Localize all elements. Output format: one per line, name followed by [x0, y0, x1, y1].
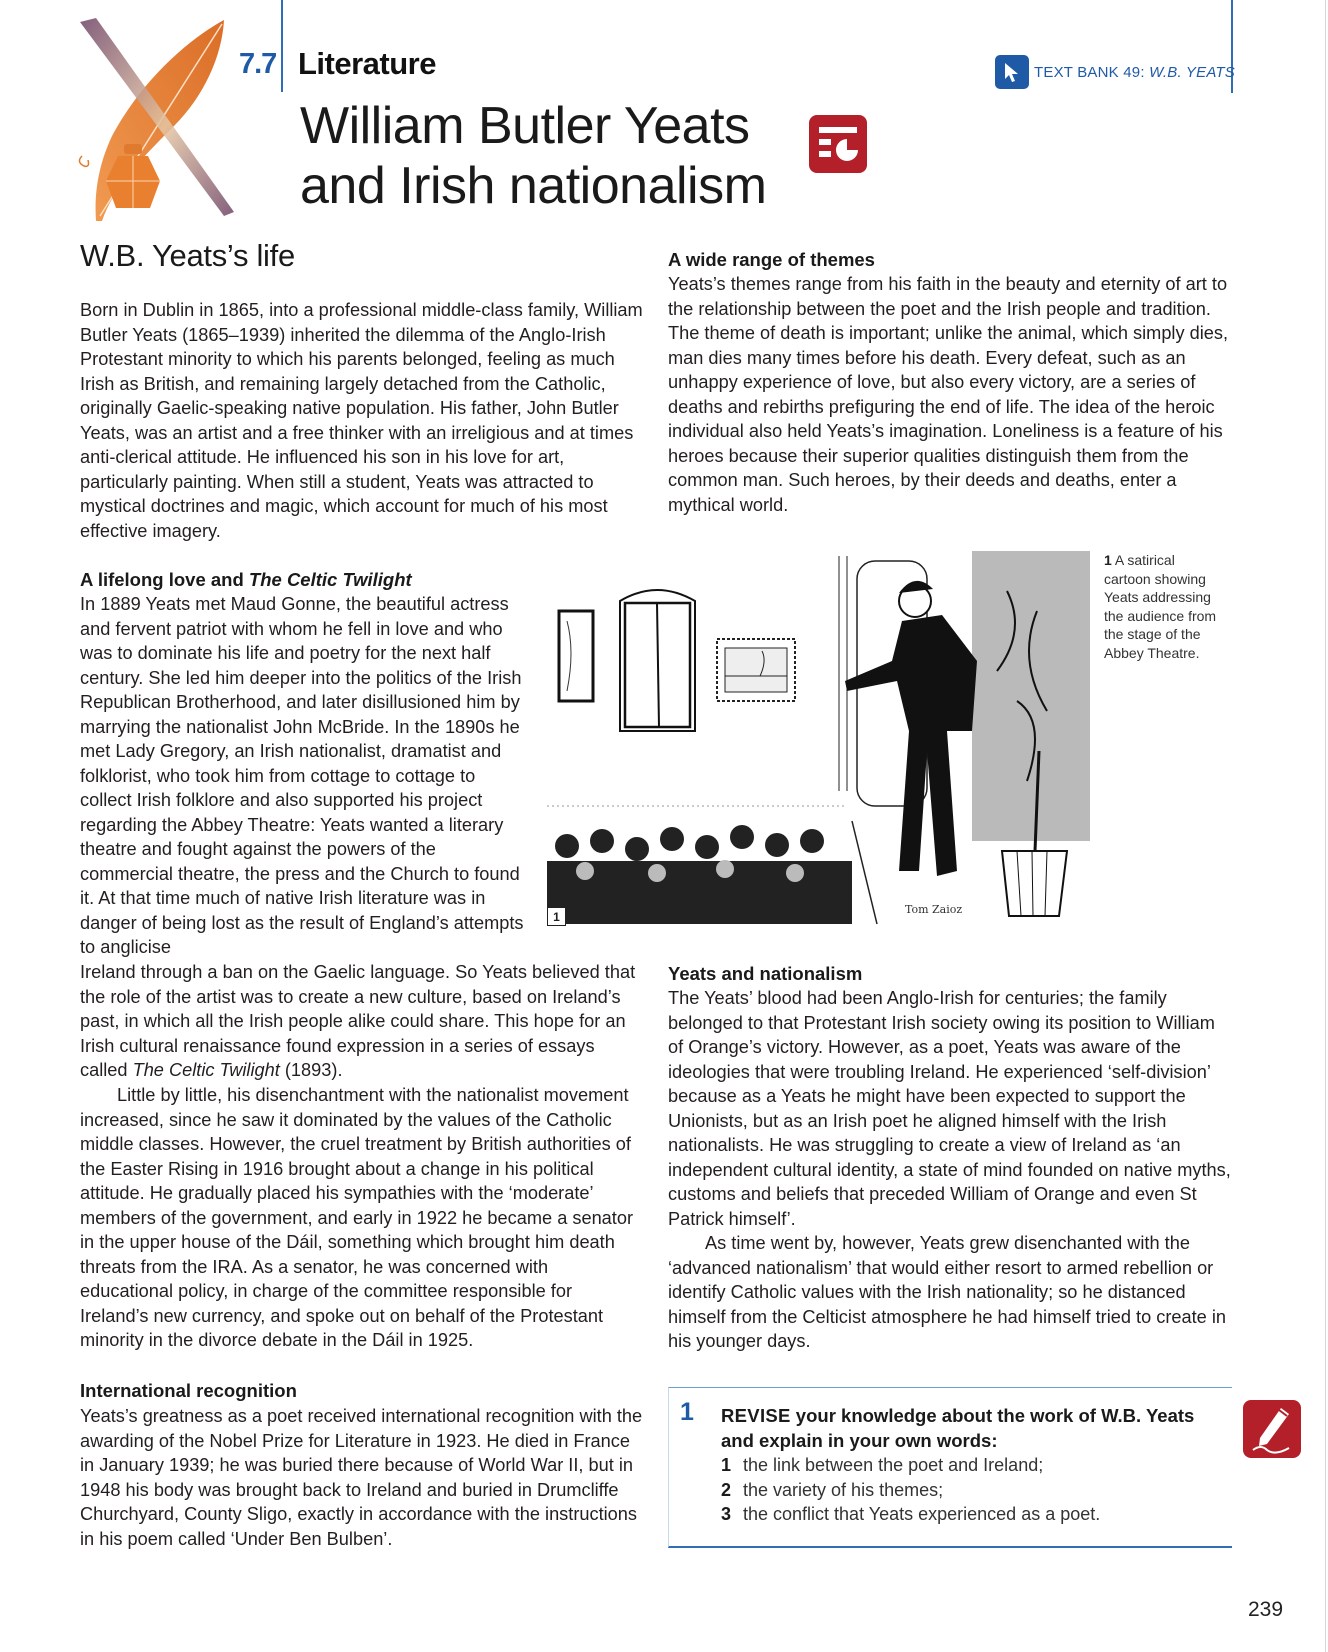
exercise-number: 1	[680, 1398, 694, 1426]
cartoon-signature: Tom Zaioz	[905, 903, 963, 916]
love-text-narrow: In 1889 Yeats met Maud Gonne, the beautiful actress and fervent patriot with whom he fell in love and who was to dominate his life and poetry for the next half century. She led him deeper into the politics of the Irish Republican Brotherhood, and later disillusioned him by marrying the nationalist John McBride. In the 1890s he met Lady Gregory, an Irish nationalist, dramatist and folklorist, who took him from cottage to cottage to collect Irish folklore and also supported his project regarding the Abbey Theatre: Yeats wanted a literary theatre and fought against the powers of the commercial theatre, the press and the Church to found it. At that time much of native Irish literature was in danger of being lost as the result of England’s attempts to anglicise	[80, 594, 524, 957]
exercise-item: 1 the link between the poet and Ireland;	[721, 1455, 1044, 1475]
text-bank-link[interactable]	[995, 55, 1235, 89]
presentation-chart-icon[interactable]	[809, 115, 867, 173]
exercise-list	[721, 1453, 1100, 1527]
page-edge-line	[1325, 0, 1326, 1652]
pen-writing-icon[interactable]	[1243, 1400, 1301, 1458]
page-number: 239	[1248, 1598, 1284, 1621]
figure-caption: 1 A satirical cartoon showing Yeats addressing the audience from the stage of the Abbey Theatre.	[1104, 552, 1217, 661]
exercise-prompt: REVISE your knowledge about the work of W.B. Yeats and explain in your own words:	[721, 1405, 1195, 1451]
cursor-arrow-icon	[995, 55, 1029, 89]
quill-inkwell-icon	[74, 16, 254, 226]
section-number: 7.7	[239, 48, 277, 80]
life-text: Born in Dublin in 1865, into a professional middle-class family, William Butler Yeats (1865–1939) inherited the dilemma of the Anglo-Irish Protestant minority to which his parents belonged, feeling as much Irish as British, and remaining largely detached from the Catholic, originally Gaelic-speaking native population. His father, John Butler Yeats, was an artist and a free thinker with an irreligious and at times anti-clerical attitude. He influenced his son in his love for art, particularly painting. When still a student, Yeats was attracted to mystical doctrines and magic, which account for much of his most effective imagery.	[80, 300, 643, 541]
nationalism-text-2: As time went by, however, Yeats grew disenchanted with the ‘advanced nationalism’ that would either resort to armed rebellion or identify Catholic values with the Irish nationality; so he distanced himself from the Celticist atmosphere he had himself tried to create in his younger days.	[668, 1233, 1226, 1351]
themes-text: Yeats’s themes range from his faith in the beauty and eternity of art to the relationship between the poet and the Irish people and tradition. The theme of death is important; unlike the animal, which simply dies, man dies many times before his death. Every defeat, such as an unhappy experience of love, but also every victory, are a series of deaths and rebirths prefiguring the end of life. The idea of the heroic individual also held Yeats’s imagination. Loneliness is a feature of his heroes because their superior qualities distinguish them from the common man. Such heroes, by their deeds and deaths, enter a mythical world.	[668, 274, 1229, 515]
nationalism-heading: Yeats and nationalism	[668, 963, 863, 984]
recognition-heading: International recognition	[80, 1380, 297, 1401]
love-heading: A lifelong love and The Celtic Twilight	[80, 569, 412, 590]
disenchantment-text: Little by little, his disenchantment with the nationalist movement increased, since he saw it dominated by the values of the Catholic middle classes. However, the cruel treatment by British authorities of the Easter Rising in 1916 brought about a change in his political attitude. He gradually placed his sympathies with the ‘moderate’ members of the government, and early in 1922 he became a senator in the upper house of the Dáil, something which brought him death threats from the IRA. As a senator, he was concerned with educational policy, in charge of the committee responsible for Ireland’s new currency, and spoke out on behalf of the Protestant minority in the divorce debate in the Dáil in 1925.	[80, 1085, 634, 1350]
text-bank-label: TEXT BANK 49: W.B. YEATS	[1034, 63, 1235, 81]
exercise-item: 3 the conflict that Yeats experienced as a poet.	[721, 1504, 1101, 1524]
header-divider	[281, 0, 283, 92]
page-title	[300, 96, 766, 216]
exercise-item: 2 the variety of his themes;	[721, 1479, 944, 1500]
nationalism-text: The Yeats’ blood had been Anglo-Irish for centuries; the family belonged to that Protestant Irish society owing its position to William of Orange’s victory. However, as a poet, Yeats was aware of the ideologies that were troubling Ireland. He experienced ‘self-division’ because as a Yeats he might have been expected to support the Unionists, but as an Irish poet he aligned himself with the Irish nationalists. He was struggling to create a view of Ireland as ‘an independent cultural identity, a state of mind founded on native myths, customs and beliefs that preceded William of Orange and even St Patrick himself’.	[668, 988, 1231, 1229]
love-text-wide: Ireland through a ban on the Gaelic language. So Yeats believed that the role of the artist was to create a new culture, based on Ireland’s past, in which all the Irish people alike could share. This hope for an Irish cultural renaissance found expression in a series of essays called The Celtic Twilight (1893).	[80, 962, 636, 1080]
recognition-text: Yeats’s greatness as a poet received international recognition with the awarding of the Nobel Prize for Literature in 1923. He died in France in January 1939; he was buried there because of World War II, but in 1948 his body was brought back to Ireland and buried in Drumcliffe Churchyard, County Sligo, exactly in accordance with the instructions in his poem called ‘Under Ben Bulben’.	[80, 1406, 643, 1549]
themes-heading: A wide range of themes	[668, 249, 875, 270]
section-name: Literature	[298, 46, 436, 81]
figure-number-badge: 1	[547, 907, 566, 926]
page-title-line1: William Butler Yeats	[300, 97, 750, 155]
page-title-line2: and Irish nationalism	[300, 157, 767, 215]
cartoon-image	[547, 551, 1090, 924]
life-heading: W.B. Yeats’s life	[80, 238, 295, 273]
